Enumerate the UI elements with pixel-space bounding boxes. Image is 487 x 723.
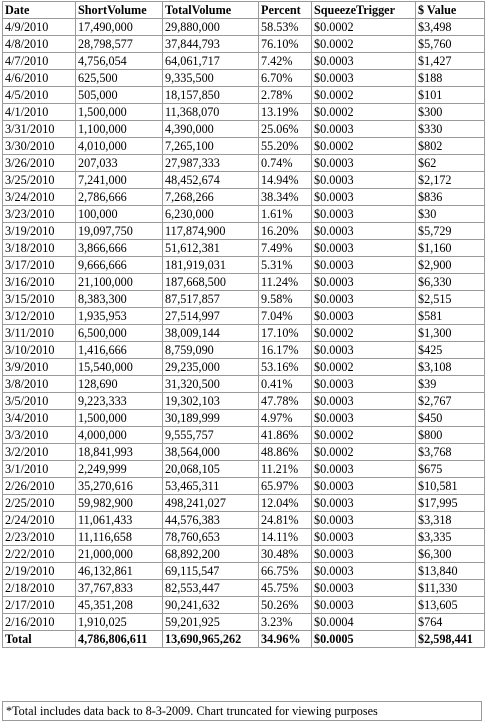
table-row — [3, 529, 485, 546]
table-row — [3, 36, 485, 53]
cell-dollar-value: $800 — [416, 427, 485, 444]
cell-total-volume: 29,235,000 — [163, 359, 259, 376]
cell-squeeze-trigger: $0.0002 — [312, 444, 416, 461]
cell-short-volume: 46,132,861 — [76, 563, 163, 580]
cell-total-volume: 51,612,381 — [163, 240, 259, 257]
cell-total-volume: 53,465,311 — [163, 478, 259, 495]
cell-short-volume: 59,982,900 — [76, 495, 163, 512]
table-row — [3, 563, 485, 580]
cell-short-volume: 7,241,000 — [76, 172, 163, 189]
cell-short-volume: 37,767,833 — [76, 580, 163, 597]
cell-short-volume: 2,249,999 — [76, 461, 163, 478]
cell-squeeze-trigger: $0.0003 — [312, 223, 416, 240]
cell-date: 3/8/2010 — [3, 376, 76, 393]
table-row — [3, 512, 485, 529]
cell-date: 3/26/2010 — [3, 155, 76, 172]
header-squeeze-trigger: SqueezeTrigger — [312, 2, 416, 19]
cell-short-volume: 9,666,666 — [76, 257, 163, 274]
cell-short-volume: 2,786,666 — [76, 189, 163, 206]
cell-date: 3/3/2010 — [3, 427, 76, 444]
cell-squeeze-trigger: $0.0003 — [312, 53, 416, 70]
footnote: *Total includes data back to 8-3-2009. Chart truncated for viewing purposes — [2, 701, 482, 721]
cell-percent: 0.41% — [259, 376, 312, 393]
cell-total-volume: 78,760,653 — [163, 529, 259, 546]
cell-date: 3/9/2010 — [3, 359, 76, 376]
cell-squeeze-trigger: $0.0003 — [312, 393, 416, 410]
table-row — [3, 376, 485, 393]
cell-percent: 7.04% — [259, 308, 312, 325]
cell-total-volume: 30,189,999 — [163, 410, 259, 427]
header-row — [3, 2, 485, 19]
cell-date: 3/12/2010 — [3, 308, 76, 325]
cell-dollar-value: $1,300 — [416, 325, 485, 342]
cell-percent: 0.74% — [259, 155, 312, 172]
cell-total-volume: 90,241,632 — [163, 597, 259, 614]
cell-dollar-value: $1,427 — [416, 53, 485, 70]
cell-date: 3/17/2010 — [3, 257, 76, 274]
cell-dollar-value: $2,767 — [416, 393, 485, 410]
cell-short-volume: 19,097,750 — [76, 223, 163, 240]
cell-total-volume: 4,390,000 — [163, 121, 259, 138]
cell-percent: 48.86% — [259, 444, 312, 461]
cell-total-volume: 82,553,447 — [163, 580, 259, 597]
table-row — [3, 427, 485, 444]
table-row — [3, 104, 485, 121]
cell-squeeze-trigger: $0.0002 — [312, 19, 416, 36]
table-row — [3, 274, 485, 291]
total-short-volume: 4,786,806,611 — [76, 631, 163, 648]
cell-date: 4/1/2010 — [3, 104, 76, 121]
cell-total-volume: 9,335,500 — [163, 70, 259, 87]
cell-dollar-value: $30 — [416, 206, 485, 223]
cell-short-volume: 21,000,000 — [76, 546, 163, 563]
cell-squeeze-trigger: $0.0003 — [312, 563, 416, 580]
cell-squeeze-trigger: $0.0003 — [312, 580, 416, 597]
cell-dollar-value: $3,318 — [416, 512, 485, 529]
cell-squeeze-trigger: $0.0002 — [312, 36, 416, 53]
total-squeeze-trigger: $0.0005 — [312, 631, 416, 648]
cell-short-volume: 505,000 — [76, 87, 163, 104]
cell-percent: 17.10% — [259, 325, 312, 342]
cell-dollar-value: $450 — [416, 410, 485, 427]
cell-dollar-value: $101 — [416, 87, 485, 104]
cell-percent: 24.81% — [259, 512, 312, 529]
table-row — [3, 291, 485, 308]
cell-short-volume: 1,416,666 — [76, 342, 163, 359]
cell-percent: 16.20% — [259, 223, 312, 240]
cell-total-volume: 59,201,925 — [163, 614, 259, 631]
cell-date: 3/19/2010 — [3, 223, 76, 240]
header-date: Date — [3, 2, 76, 19]
cell-short-volume: 1,100,000 — [76, 121, 163, 138]
cell-squeeze-trigger: $0.0003 — [312, 291, 416, 308]
cell-date: 4/8/2010 — [3, 36, 76, 53]
cell-squeeze-trigger: $0.0003 — [312, 495, 416, 512]
cell-dollar-value: $836 — [416, 189, 485, 206]
cell-date: 4/7/2010 — [3, 53, 76, 70]
cell-date: 3/16/2010 — [3, 274, 76, 291]
cell-squeeze-trigger: $0.0003 — [312, 376, 416, 393]
cell-squeeze-trigger: $0.0002 — [312, 359, 416, 376]
cell-squeeze-trigger: $0.0003 — [312, 546, 416, 563]
total-row — [3, 631, 485, 648]
cell-total-volume: 9,555,757 — [163, 427, 259, 444]
cell-total-volume: 27,514,997 — [163, 308, 259, 325]
cell-dollar-value: $17,995 — [416, 495, 485, 512]
table-row — [3, 393, 485, 410]
short-volume-table — [2, 1, 485, 648]
table-row — [3, 70, 485, 87]
cell-dollar-value: $300 — [416, 104, 485, 121]
cell-dollar-value: $3,335 — [416, 529, 485, 546]
cell-short-volume: 1,935,953 — [76, 308, 163, 325]
cell-percent: 16.17% — [259, 342, 312, 359]
total-dollar-value: $2,598,441 — [416, 631, 485, 648]
total-label: Total — [3, 631, 76, 648]
cell-date: 4/6/2010 — [3, 70, 76, 87]
cell-short-volume: 625,500 — [76, 70, 163, 87]
cell-percent: 25.06% — [259, 121, 312, 138]
cell-squeeze-trigger: $0.0003 — [312, 410, 416, 427]
table-row — [3, 257, 485, 274]
cell-dollar-value: $39 — [416, 376, 485, 393]
cell-short-volume: 15,540,000 — [76, 359, 163, 376]
cell-squeeze-trigger: $0.0003 — [312, 189, 416, 206]
cell-short-volume: 3,866,666 — [76, 240, 163, 257]
cell-total-volume: 87,517,857 — [163, 291, 259, 308]
cell-percent: 53.16% — [259, 359, 312, 376]
cell-dollar-value: $581 — [416, 308, 485, 325]
table-row — [3, 121, 485, 138]
cell-dollar-value: $802 — [416, 138, 485, 155]
cell-percent: 12.04% — [259, 495, 312, 512]
table-row — [3, 325, 485, 342]
cell-dollar-value: $764 — [416, 614, 485, 631]
cell-dollar-value: $6,330 — [416, 274, 485, 291]
table-row — [3, 444, 485, 461]
cell-short-volume: 4,010,000 — [76, 138, 163, 155]
cell-squeeze-trigger: $0.0003 — [312, 70, 416, 87]
cell-squeeze-trigger: $0.0002 — [312, 138, 416, 155]
cell-date: 3/2/2010 — [3, 444, 76, 461]
cell-percent: 58.53% — [259, 19, 312, 36]
cell-short-volume: 100,000 — [76, 206, 163, 223]
cell-squeeze-trigger: $0.0003 — [312, 529, 416, 546]
cell-short-volume: 4,000,000 — [76, 427, 163, 444]
cell-date: 3/24/2010 — [3, 189, 76, 206]
cell-dollar-value: $11,330 — [416, 580, 485, 597]
table-row — [3, 87, 485, 104]
cell-total-volume: 37,844,793 — [163, 36, 259, 53]
cell-date: 2/16/2010 — [3, 614, 76, 631]
table-body — [3, 19, 485, 631]
cell-squeeze-trigger: $0.0003 — [312, 478, 416, 495]
cell-percent: 9.58% — [259, 291, 312, 308]
cell-dollar-value: $13,605 — [416, 597, 485, 614]
cell-dollar-value: $330 — [416, 121, 485, 138]
cell-percent: 3.23% — [259, 614, 312, 631]
header-short-volume: ShortVolume — [76, 2, 163, 19]
cell-date: 2/26/2010 — [3, 478, 76, 495]
cell-percent: 14.11% — [259, 529, 312, 546]
total-percent: 34.96% — [259, 631, 312, 648]
cell-total-volume: 44,576,383 — [163, 512, 259, 529]
cell-dollar-value: $2,515 — [416, 291, 485, 308]
cell-squeeze-trigger: $0.0003 — [312, 240, 416, 257]
table-row — [3, 410, 485, 427]
cell-squeeze-trigger: $0.0002 — [312, 325, 416, 342]
cell-date: 2/17/2010 — [3, 597, 76, 614]
table-row — [3, 495, 485, 512]
cell-percent: 55.20% — [259, 138, 312, 155]
cell-date: 3/15/2010 — [3, 291, 76, 308]
cell-short-volume: 28,798,577 — [76, 36, 163, 53]
cell-squeeze-trigger: $0.0003 — [312, 512, 416, 529]
cell-dollar-value: $425 — [416, 342, 485, 359]
cell-date: 2/25/2010 — [3, 495, 76, 512]
cell-total-volume: 64,061,717 — [163, 53, 259, 70]
table-row — [3, 240, 485, 257]
cell-short-volume: 18,841,993 — [76, 444, 163, 461]
cell-percent: 11.21% — [259, 461, 312, 478]
cell-date: 3/1/2010 — [3, 461, 76, 478]
cell-short-volume: 35,270,616 — [76, 478, 163, 495]
cell-percent: 38.34% — [259, 189, 312, 206]
cell-total-volume: 7,265,100 — [163, 138, 259, 155]
table-row — [3, 19, 485, 36]
cell-date: 3/10/2010 — [3, 342, 76, 359]
cell-short-volume: 6,500,000 — [76, 325, 163, 342]
cell-short-volume: 9,223,333 — [76, 393, 163, 410]
cell-percent: 66.75% — [259, 563, 312, 580]
cell-total-volume: 68,892,200 — [163, 546, 259, 563]
cell-date: 2/19/2010 — [3, 563, 76, 580]
table-row — [3, 546, 485, 563]
cell-percent: 7.49% — [259, 240, 312, 257]
cell-date: 3/4/2010 — [3, 410, 76, 427]
cell-total-volume: 7,268,266 — [163, 189, 259, 206]
cell-date: 2/24/2010 — [3, 512, 76, 529]
cell-total-volume: 29,880,000 — [163, 19, 259, 36]
cell-percent: 7.42% — [259, 53, 312, 70]
cell-short-volume: 128,690 — [76, 376, 163, 393]
table-row — [3, 206, 485, 223]
table-row — [3, 223, 485, 240]
cell-short-volume: 11,061,433 — [76, 512, 163, 529]
table-row — [3, 342, 485, 359]
cell-date: 3/11/2010 — [3, 325, 76, 342]
cell-squeeze-trigger: $0.0002 — [312, 427, 416, 444]
cell-total-volume: 19,302,103 — [163, 393, 259, 410]
cell-date: 3/30/2010 — [3, 138, 76, 155]
cell-date: 3/23/2010 — [3, 206, 76, 223]
table-row — [3, 478, 485, 495]
cell-short-volume: 8,383,300 — [76, 291, 163, 308]
cell-squeeze-trigger: $0.0003 — [312, 342, 416, 359]
cell-date: 3/25/2010 — [3, 172, 76, 189]
cell-squeeze-trigger: $0.0003 — [312, 121, 416, 138]
cell-date: 2/18/2010 — [3, 580, 76, 597]
cell-squeeze-trigger: $0.0003 — [312, 257, 416, 274]
cell-squeeze-trigger: $0.0003 — [312, 206, 416, 223]
cell-squeeze-trigger: $0.0003 — [312, 274, 416, 291]
cell-date: 2/22/2010 — [3, 546, 76, 563]
cell-short-volume: 4,756,054 — [76, 53, 163, 70]
cell-percent: 2.78% — [259, 87, 312, 104]
cell-dollar-value: $62 — [416, 155, 485, 172]
cell-date: 2/23/2010 — [3, 529, 76, 546]
table-row — [3, 614, 485, 631]
table-row — [3, 308, 485, 325]
cell-squeeze-trigger: $0.0003 — [312, 461, 416, 478]
cell-percent: 50.26% — [259, 597, 312, 614]
cell-squeeze-trigger: $0.0002 — [312, 104, 416, 121]
cell-squeeze-trigger: $0.0004 — [312, 614, 416, 631]
cell-dollar-value: $3,498 — [416, 19, 485, 36]
cell-short-volume: 17,490,000 — [76, 19, 163, 36]
table-row — [3, 597, 485, 614]
cell-total-volume: 8,759,090 — [163, 342, 259, 359]
cell-dollar-value: $1,160 — [416, 240, 485, 257]
cell-date: 3/18/2010 — [3, 240, 76, 257]
cell-total-volume: 20,068,105 — [163, 461, 259, 478]
cell-dollar-value: $5,729 — [416, 223, 485, 240]
header-percent: Percent — [259, 2, 312, 19]
cell-total-volume: 187,668,500 — [163, 274, 259, 291]
cell-percent: 13.19% — [259, 104, 312, 121]
cell-total-volume: 38,564,000 — [163, 444, 259, 461]
cell-dollar-value: $2,172 — [416, 172, 485, 189]
cell-squeeze-trigger: $0.0003 — [312, 308, 416, 325]
cell-date: 3/31/2010 — [3, 121, 76, 138]
table-row — [3, 172, 485, 189]
cell-total-volume: 11,368,070 — [163, 104, 259, 121]
cell-total-volume: 181,919,031 — [163, 257, 259, 274]
cell-total-volume: 69,115,547 — [163, 563, 259, 580]
cell-percent: 41.86% — [259, 427, 312, 444]
cell-percent: 4.97% — [259, 410, 312, 427]
cell-dollar-value: $13,840 — [416, 563, 485, 580]
total-total-volume: 13,690,965,262 — [163, 631, 259, 648]
cell-total-volume: 117,874,900 — [163, 223, 259, 240]
cell-date: 4/5/2010 — [3, 87, 76, 104]
table-row — [3, 155, 485, 172]
cell-total-volume: 498,241,027 — [163, 495, 259, 512]
header-dollar-value: $ Value — [416, 2, 485, 19]
table-row — [3, 138, 485, 155]
cell-percent: 47.78% — [259, 393, 312, 410]
cell-percent: 76.10% — [259, 36, 312, 53]
cell-date: 4/9/2010 — [3, 19, 76, 36]
cell-squeeze-trigger: $0.0002 — [312, 87, 416, 104]
short-volume-sheet — [2, 1, 485, 648]
table-row — [3, 53, 485, 70]
cell-dollar-value: $3,108 — [416, 359, 485, 376]
cell-percent: 45.75% — [259, 580, 312, 597]
cell-short-volume: 21,100,000 — [76, 274, 163, 291]
cell-total-volume: 31,320,500 — [163, 376, 259, 393]
cell-total-volume: 27,987,333 — [163, 155, 259, 172]
cell-dollar-value: $10,581 — [416, 478, 485, 495]
cell-percent: 11.24% — [259, 274, 312, 291]
cell-percent: 5.31% — [259, 257, 312, 274]
cell-total-volume: 38,009,144 — [163, 325, 259, 342]
cell-short-volume: 1,500,000 — [76, 410, 163, 427]
cell-percent: 65.97% — [259, 478, 312, 495]
table-row — [3, 189, 485, 206]
cell-dollar-value: $675 — [416, 461, 485, 478]
cell-short-volume: 11,116,658 — [76, 529, 163, 546]
cell-short-volume: 1,910,025 — [76, 614, 163, 631]
table-row — [3, 580, 485, 597]
cell-total-volume: 48,452,674 — [163, 172, 259, 189]
cell-squeeze-trigger: $0.0003 — [312, 597, 416, 614]
cell-percent: 6.70% — [259, 70, 312, 87]
cell-dollar-value: $2,900 — [416, 257, 485, 274]
cell-total-volume: 6,230,000 — [163, 206, 259, 223]
cell-date: 3/5/2010 — [3, 393, 76, 410]
cell-dollar-value: $3,768 — [416, 444, 485, 461]
header-total-volume: TotalVolume — [163, 2, 259, 19]
cell-percent: 30.48% — [259, 546, 312, 563]
cell-dollar-value: $6,300 — [416, 546, 485, 563]
cell-short-volume: 1,500,000 — [76, 104, 163, 121]
cell-dollar-value: $5,760 — [416, 36, 485, 53]
cell-squeeze-trigger: $0.0003 — [312, 155, 416, 172]
cell-squeeze-trigger: $0.0003 — [312, 172, 416, 189]
cell-total-volume: 18,157,850 — [163, 87, 259, 104]
table-row — [3, 461, 485, 478]
cell-dollar-value: $188 — [416, 70, 485, 87]
cell-short-volume: 45,351,208 — [76, 597, 163, 614]
cell-percent: 14.94% — [259, 172, 312, 189]
cell-percent: 1.61% — [259, 206, 312, 223]
table-row — [3, 359, 485, 376]
cell-short-volume: 207,033 — [76, 155, 163, 172]
